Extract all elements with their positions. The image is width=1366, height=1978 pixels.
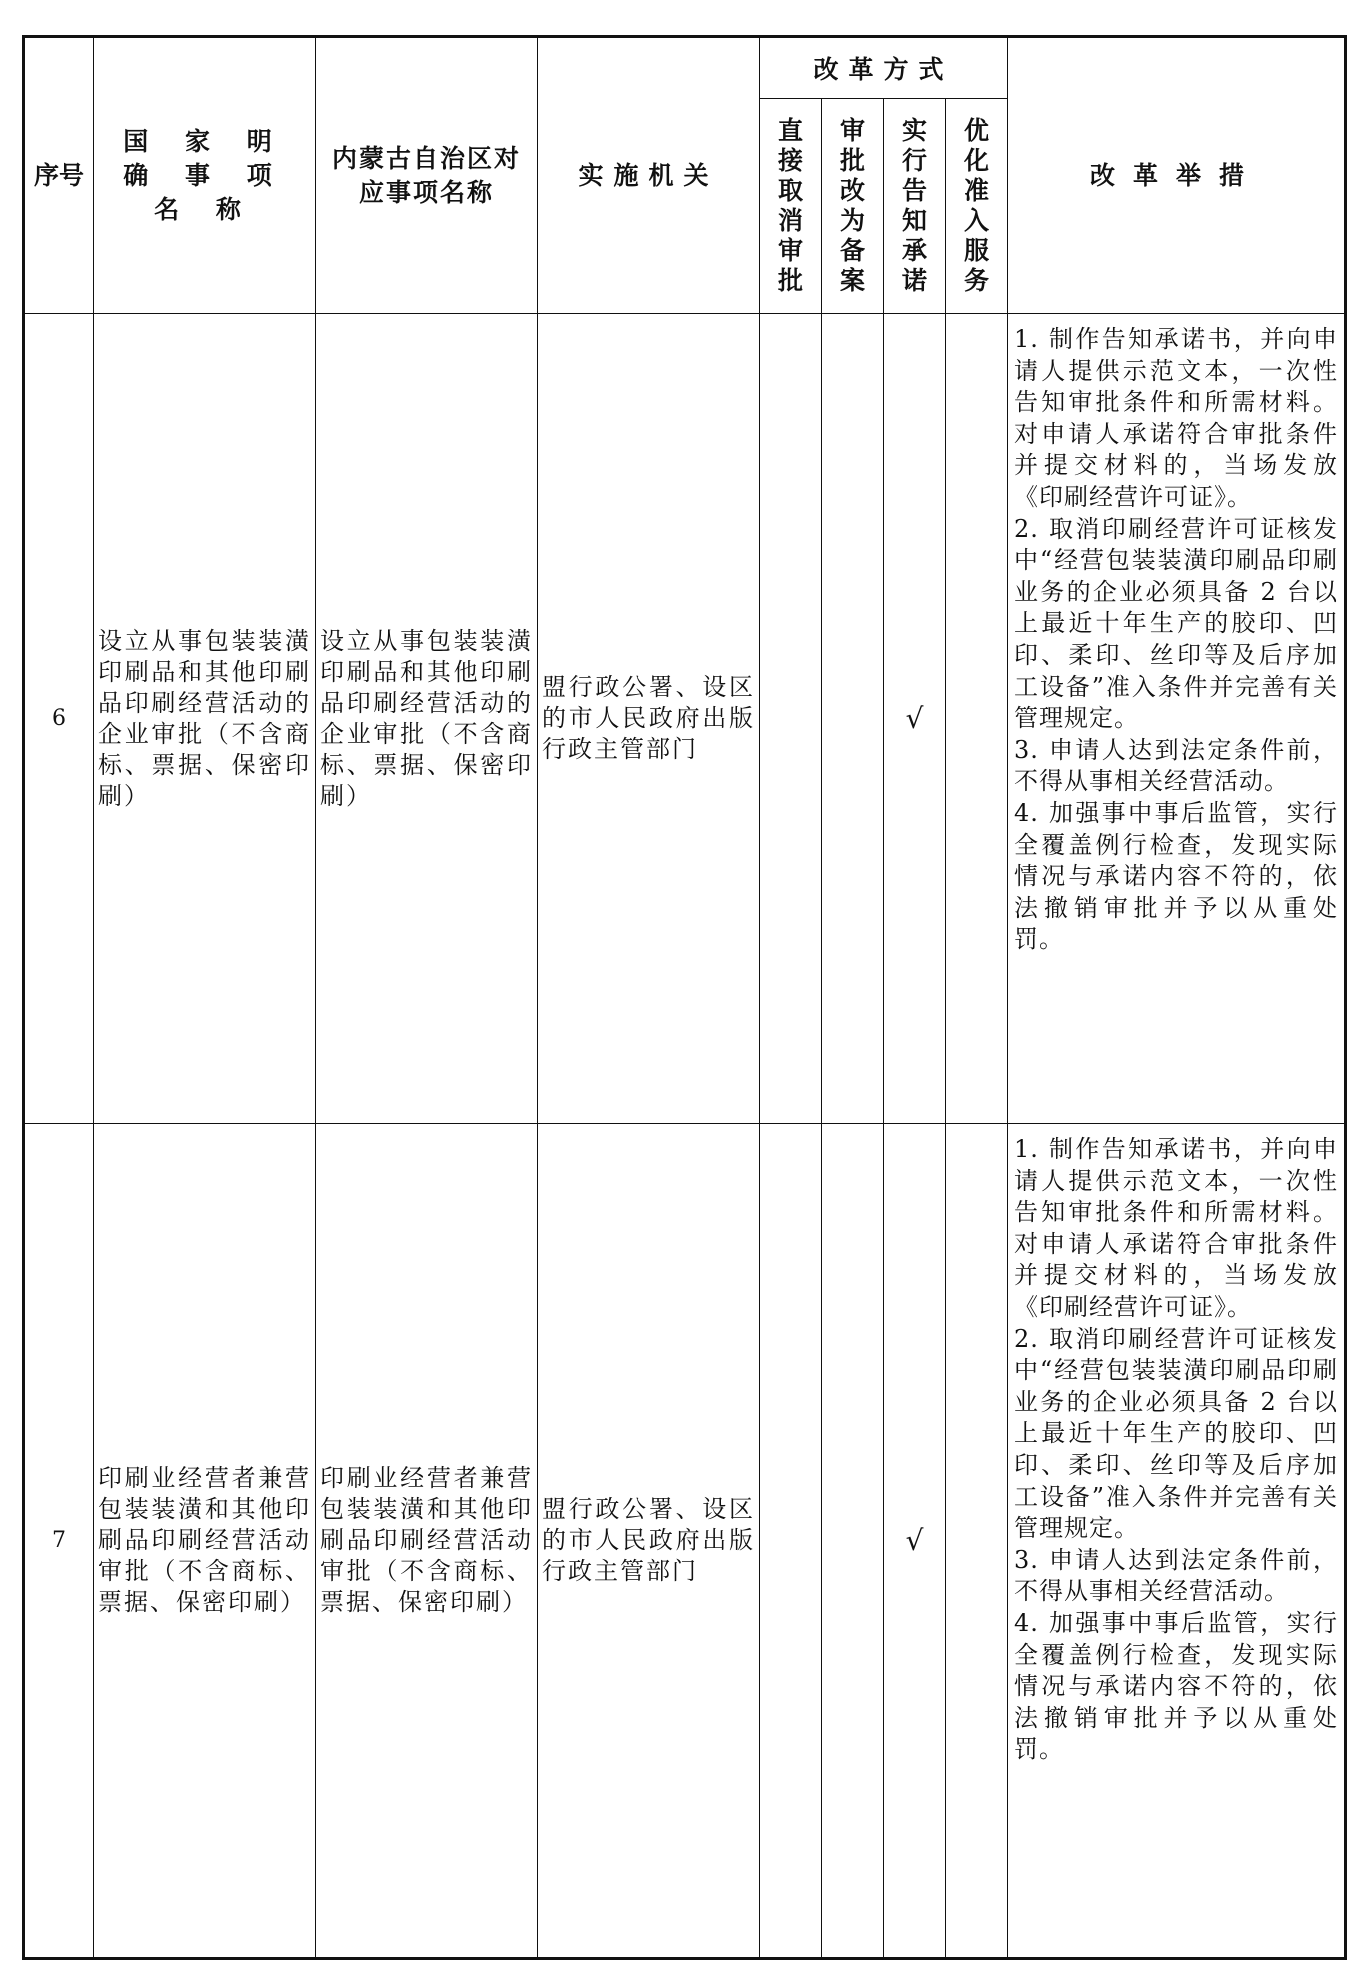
row-national-item: 设立从事包装装潢印刷品和其他印刷品印刷经营活动的企业审批（不含商标、票据、保密印刷） bbox=[94, 314, 316, 1124]
header-mode-optimize: 优化准入服务 bbox=[946, 99, 1008, 314]
reform-table bbox=[22, 35, 1347, 1960]
row-mode-notify-check: √ bbox=[884, 314, 946, 1124]
measure-item: 3. 申请人达到法定条件前，不得从事相关经营活动。 bbox=[1014, 735, 1339, 796]
header-row-1 bbox=[24, 37, 1346, 99]
header-mode-record: 审批改为备案 bbox=[822, 99, 884, 314]
header-measures: 改革举措 bbox=[1008, 37, 1346, 314]
measure-item: 1. 制作告知承诺书，并向申请人提供示范文本，一次性告知审批条件和所需材料。对申请人承诺符合审批条件并提交材料的，当场发放《印刷经营许可证》。 bbox=[1014, 1135, 1339, 1321]
table-row bbox=[24, 1124, 1346, 1959]
header-reform-mode: 改革方式 bbox=[760, 37, 1008, 99]
row-seq: 7 bbox=[24, 1124, 94, 1959]
row-mode-record bbox=[822, 1124, 884, 1959]
document-page bbox=[22, 35, 1344, 1960]
measure-item: 3. 申请人达到法定条件前，不得从事相关经营活动。 bbox=[1014, 1545, 1339, 1606]
measure-item: 2. 取消印刷经营许可证核发中“经营包装装潢印刷品印刷业务的企业必须具备 2 台以上最近十年生产的胶印、凹印、柔印、丝印等及后序加工设备”准入条件并完善有关管理规定。 bbox=[1014, 1324, 1339, 1543]
row-mode-notify-check: √ bbox=[884, 1124, 946, 1959]
row-mode-optimize bbox=[946, 1124, 1008, 1959]
header-mode-notify: 实行告知承诺 bbox=[884, 99, 946, 314]
header-national-item: 国 家 明 确 事 项 名 称 bbox=[94, 37, 316, 314]
header-agency: 实施机关 bbox=[538, 37, 760, 314]
measure-item: 1. 制作告知承诺书，并向申请人提供示范文本，一次性告知审批条件和所需材料。对申请人承诺符合审批条件并提交材料的，当场发放《印刷经营许可证》。 bbox=[1014, 325, 1339, 511]
header-mode-cancel: 直接取消审批 bbox=[760, 99, 822, 314]
row-agency: 盟行政公署、设区的市人民政府出版行政主管部门 bbox=[538, 1124, 760, 1959]
table-row bbox=[24, 314, 1346, 1124]
header-regional-item: 内蒙古自治区对应事项名称 bbox=[316, 37, 538, 314]
measure-item: 2. 取消印刷经营许可证核发中“经营包装装潢印刷品印刷业务的企业必须具备 2 台以上最近十年生产的胶印、凹印、柔印、丝印等及后序加工设备”准入条件并完善有关管理规定。 bbox=[1014, 514, 1339, 733]
row-mode-optimize bbox=[946, 314, 1008, 1124]
row-seq: 6 bbox=[24, 314, 94, 1124]
row-agency: 盟行政公署、设区的市人民政府出版行政主管部门 bbox=[538, 314, 760, 1124]
row-regional-item: 印刷业经营者兼营包装装潢和其他印刷品印刷经营活动审批（不含商标、票据、保密印刷） bbox=[316, 1124, 538, 1959]
measure-item: 4. 加强事中事后监管，实行全覆盖例行检查，发现实际情况与承诺内容不符的，依法撤销审批并予以从重处罚。 bbox=[1014, 1608, 1339, 1764]
row-measures bbox=[1008, 314, 1346, 1124]
row-measures bbox=[1008, 1124, 1346, 1959]
header-seq: 序号 bbox=[24, 37, 94, 314]
row-mode-cancel bbox=[760, 1124, 822, 1959]
measure-item: 4. 加强事中事后监管，实行全覆盖例行检查，发现实际情况与承诺内容不符的，依法撤销审批并予以从重处罚。 bbox=[1014, 798, 1339, 954]
row-mode-cancel bbox=[760, 314, 822, 1124]
row-regional-item: 设立从事包装装潢印刷品和其他印刷品印刷经营活动的企业审批（不含商标、票据、保密印刷） bbox=[316, 314, 538, 1124]
row-mode-record bbox=[822, 314, 884, 1124]
row-national-item: 印刷业经营者兼营包装装潢和其他印刷品印刷经营活动审批（不含商标、票据、保密印刷） bbox=[94, 1124, 316, 1959]
